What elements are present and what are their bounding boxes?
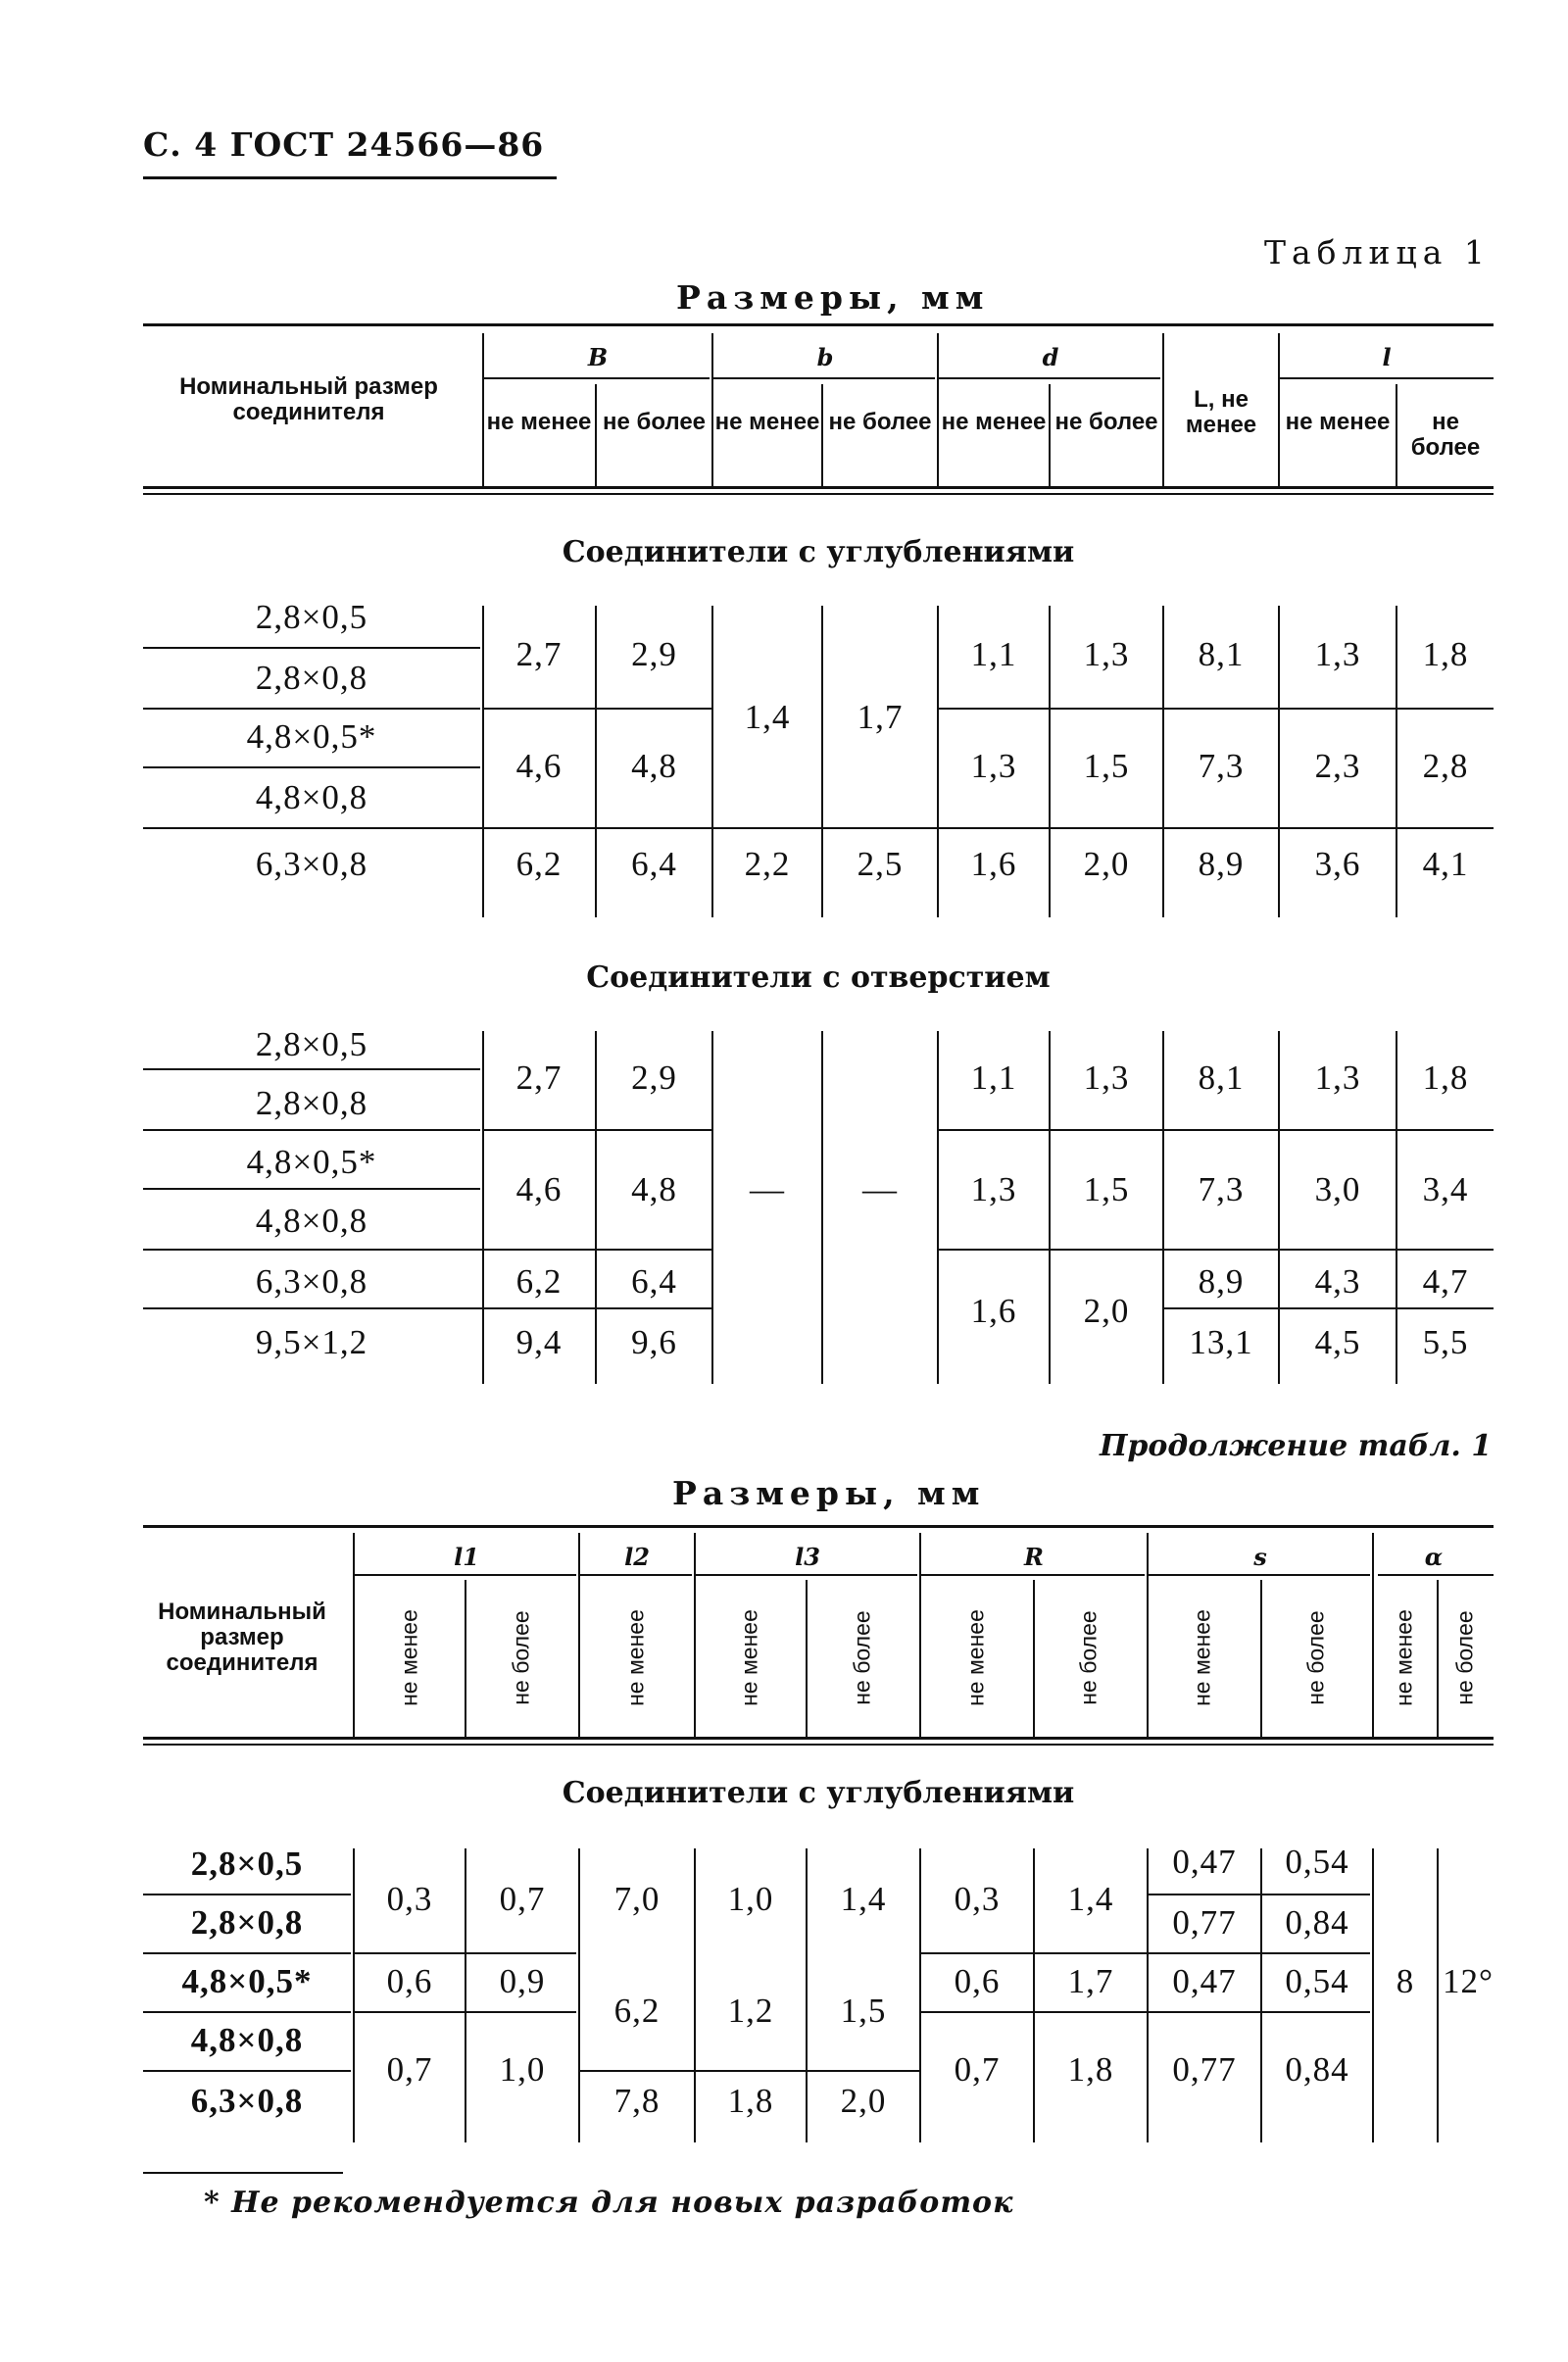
rule <box>921 2011 1370 2013</box>
group-alpha: α <box>1424 1543 1444 1571</box>
row-label: 2,8×0,5 <box>255 1025 368 1063</box>
sub-max: не более <box>1075 1610 1102 1705</box>
col-nominal-size: Номинальный размер соединителя <box>179 373 438 425</box>
cell: 4,8 <box>631 747 677 785</box>
cell: 0,84 <box>1285 1903 1349 1942</box>
cell: 1,5 <box>1083 1170 1130 1208</box>
header-bottom-rule <box>143 1737 1494 1740</box>
cell: 1,4 <box>840 1880 887 1918</box>
sub-max: не более <box>1054 409 1158 435</box>
rule <box>1033 1580 1035 1739</box>
cell: — <box>750 1170 785 1208</box>
row-label: 2,8×0,5 <box>190 1845 304 1883</box>
sub-min: не менее <box>1285 409 1391 435</box>
cell: 3,0 <box>1314 1170 1361 1208</box>
sub-min: не менее <box>396 1609 422 1706</box>
group-l3: l3 <box>795 1543 820 1571</box>
cell: 2,0 <box>840 2082 887 2120</box>
cell: 4,1 <box>1422 845 1469 883</box>
cell: 4,6 <box>515 1170 563 1208</box>
cell: 0,77 <box>1172 2050 1237 2089</box>
rule <box>806 1580 808 1739</box>
rule <box>921 1574 1145 1576</box>
rule <box>143 1068 480 1070</box>
cell: 6,4 <box>631 1262 677 1301</box>
cell: 1,4 <box>1067 1880 1114 1918</box>
section-title-hole: Соединители с отверстием <box>586 960 1051 995</box>
rule <box>143 766 480 768</box>
header-rule <box>143 176 557 179</box>
cell: 2,2 <box>744 845 791 883</box>
cell: 1,3 <box>970 1170 1017 1208</box>
cell: 1,6 <box>970 1292 1017 1330</box>
rule <box>143 1952 351 1954</box>
cell: 1,7 <box>1067 1962 1114 2000</box>
row-label: 4,8×0,5* <box>181 1962 313 2000</box>
cell: 0,6 <box>954 1962 1001 2000</box>
group-s: s <box>1253 1543 1267 1571</box>
header-bottom-rule <box>143 1744 1494 1746</box>
section-title-grooves: Соединители с углублениями <box>562 535 1075 569</box>
row-label: 2,8×0,8 <box>190 1903 304 1942</box>
cell: 1,8 <box>1422 1058 1469 1097</box>
cell: 0,6 <box>386 1962 433 2000</box>
rule <box>143 1307 711 1309</box>
group-R: R <box>1024 1543 1044 1571</box>
cell: 0,7 <box>499 1880 546 1918</box>
group-B: B <box>587 343 609 371</box>
rule <box>1260 1580 1262 1739</box>
cell: 5,5 <box>1422 1323 1469 1361</box>
table-subtitle: Размеры, мм <box>676 278 990 317</box>
table-subtitle: Размеры, мм <box>672 1474 986 1512</box>
cell: 2,8 <box>1422 747 1469 785</box>
rule <box>1149 1574 1370 1576</box>
cell: 7,3 <box>1198 1170 1245 1208</box>
rule <box>484 377 710 379</box>
col-nominal-size: Номинальный размер соединителя <box>158 1599 326 1676</box>
cell: 8 <box>1396 1962 1415 2000</box>
group-L: L, не менее <box>1185 386 1257 438</box>
cell: 8,9 <box>1198 845 1245 883</box>
row-label: 4,8×0,5* <box>246 1143 377 1181</box>
cell: 7,3 <box>1198 747 1245 785</box>
sub-min: не менее <box>962 1609 989 1706</box>
cell: 4,6 <box>515 747 563 785</box>
cell: 0,3 <box>954 1880 1001 1918</box>
cell: 0,47 <box>1172 1962 1237 2000</box>
rule <box>821 384 823 488</box>
cell: 0,77 <box>1172 1903 1237 1942</box>
sub-min: не менее <box>1391 1609 1417 1706</box>
cell: 13,1 <box>1189 1323 1253 1361</box>
cell: 8,9 <box>1198 1262 1245 1301</box>
rule <box>143 1894 351 1895</box>
cell: 1,2 <box>727 1992 774 2030</box>
cell: 6,2 <box>515 845 563 883</box>
sub-max: не более <box>1302 1610 1329 1705</box>
rule <box>355 1574 576 1576</box>
cell: 1,5 <box>1083 747 1130 785</box>
rule <box>143 1249 711 1251</box>
cell: 2,3 <box>1314 747 1361 785</box>
sub-max: не более <box>1410 409 1481 461</box>
cell: 0,54 <box>1285 1843 1349 1881</box>
table-top-rule <box>143 1525 1494 1528</box>
cell: 1,7 <box>857 698 904 736</box>
rule <box>939 1249 1494 1251</box>
footnote-rule <box>143 2172 343 2174</box>
cell: 0,84 <box>1285 2050 1349 2089</box>
cell: 0,54 <box>1285 1962 1349 2000</box>
cell: 1,6 <box>970 845 1017 883</box>
cell: 4,8 <box>631 1170 677 1208</box>
cell: 1,3 <box>1314 1058 1361 1097</box>
sub-min: не менее <box>714 409 820 435</box>
row-label: 9,5×1,2 <box>255 1323 368 1361</box>
cell: 1,0 <box>727 1880 774 1918</box>
row-label: 2,8×0,5 <box>255 598 368 636</box>
rule <box>939 708 1494 710</box>
sub-max: не более <box>508 1610 534 1705</box>
cell: 1,8 <box>1067 2050 1114 2089</box>
sub-max: не более <box>602 409 707 435</box>
header-bottom-rule <box>143 493 1494 495</box>
rule <box>143 708 480 710</box>
rule <box>939 1129 1494 1131</box>
cell: 8,1 <box>1198 635 1245 673</box>
cell: 4,3 <box>1314 1262 1361 1301</box>
row-label: 6,3×0,8 <box>255 1262 368 1301</box>
rule <box>1149 1894 1370 1895</box>
group-l1: l1 <box>454 1543 479 1571</box>
continuation-label: Продолжение табл. 1 <box>1100 1429 1493 1463</box>
section-title-grooves: Соединители с углублениями <box>562 1776 1075 1810</box>
cell: 2,9 <box>631 635 677 673</box>
cell: 0,9 <box>499 1962 546 2000</box>
group-l2: l2 <box>624 1543 650 1571</box>
cell: 3,4 <box>1422 1170 1469 1208</box>
row-label: 4,8×0,5* <box>246 717 377 756</box>
cell: 6,2 <box>613 1992 661 2030</box>
rule <box>580 1574 692 1576</box>
sub-max: не более <box>849 1610 875 1705</box>
row-label: 4,8×0,8 <box>255 1202 368 1240</box>
sub-min: не менее <box>1189 1609 1215 1706</box>
cell: 3,6 <box>1314 845 1361 883</box>
rule <box>1049 384 1051 488</box>
cell: 1,0 <box>499 2050 546 2089</box>
sub-min: не менее <box>486 409 592 435</box>
row-label: 2,8×0,8 <box>255 659 368 697</box>
cell: 7,0 <box>613 1880 661 1918</box>
cell: 2,5 <box>857 845 904 883</box>
rule <box>143 1129 480 1131</box>
group-l: l <box>1382 343 1392 371</box>
sub-min: не менее <box>736 1609 762 1706</box>
cell: 4,5 <box>1314 1323 1361 1361</box>
rule <box>1164 1307 1494 1309</box>
sub-max: не более <box>828 409 932 435</box>
rule <box>355 2011 576 2013</box>
row-label: 6,3×0,8 <box>255 845 368 883</box>
cell: 1,1 <box>970 1058 1017 1097</box>
header-bottom-rule <box>143 486 1494 489</box>
cell: 1,3 <box>970 747 1017 785</box>
rule <box>1378 1574 1494 1576</box>
cell: 2,9 <box>631 1058 677 1097</box>
rule <box>143 2011 351 2013</box>
sub-min: не менее <box>622 1609 649 1706</box>
footnote: * Не рекомендуется для новых разработок <box>204 2186 1014 2220</box>
rule <box>143 647 480 649</box>
cell: 1,3 <box>1083 635 1130 673</box>
cell: 1,3 <box>1083 1058 1130 1097</box>
cell: 1,8 <box>1422 635 1469 673</box>
row-label: 4,8×0,8 <box>255 778 368 816</box>
rule <box>465 1580 466 1739</box>
cell: 0,7 <box>386 2050 433 2089</box>
cell: 1,3 <box>1314 635 1361 673</box>
cell: 12° <box>1443 1962 1494 2000</box>
sub-min: не менее <box>941 409 1047 435</box>
rule <box>696 1574 917 1576</box>
cell: 0,7 <box>954 2050 1001 2089</box>
cell: 7,8 <box>613 2082 661 2120</box>
cell: 2,7 <box>515 635 563 673</box>
rule <box>595 384 597 488</box>
rule <box>143 827 1494 829</box>
cell: 8,1 <box>1198 1058 1245 1097</box>
cell: 0,3 <box>386 1880 433 1918</box>
cell: 9,4 <box>515 1323 563 1361</box>
row-label: 4,8×0,8 <box>190 2021 304 2059</box>
rule <box>355 1952 576 1954</box>
cell: — <box>862 1170 898 1208</box>
rule <box>484 708 711 710</box>
group-b: b <box>816 343 834 371</box>
page-reference: С. 4 ГОСТ 24566—86 <box>143 125 545 164</box>
cell: 0,47 <box>1172 1843 1237 1881</box>
rule <box>921 1952 1370 1954</box>
cell: 6,2 <box>515 1262 563 1301</box>
row-label: 2,8×0,8 <box>255 1084 368 1122</box>
cell: 1,4 <box>744 698 791 736</box>
cell: 1,8 <box>727 2082 774 2120</box>
rule <box>1162 333 1164 488</box>
cell: 2,0 <box>1083 1292 1130 1330</box>
cell: 2,0 <box>1083 845 1130 883</box>
cell: 4,7 <box>1422 1262 1469 1301</box>
rule <box>1280 377 1494 379</box>
cell: 2,7 <box>515 1058 563 1097</box>
cell: 1,5 <box>840 1992 887 2030</box>
rule <box>143 1188 480 1190</box>
rule <box>143 2070 351 2072</box>
rule <box>1437 1580 1439 1739</box>
rule <box>580 2070 919 2072</box>
cell: 9,6 <box>631 1323 677 1361</box>
cell: 1,1 <box>970 635 1017 673</box>
cell: 6,4 <box>631 845 677 883</box>
rule <box>713 377 935 379</box>
group-d: d <box>1042 343 1059 371</box>
rule <box>939 377 1160 379</box>
table-label: Таблица 1 <box>1264 233 1491 271</box>
row-label: 6,3×0,8 <box>190 2082 304 2120</box>
sub-max: не более <box>1451 1610 1478 1705</box>
table-top-rule <box>143 323 1494 326</box>
rule <box>484 1129 711 1131</box>
